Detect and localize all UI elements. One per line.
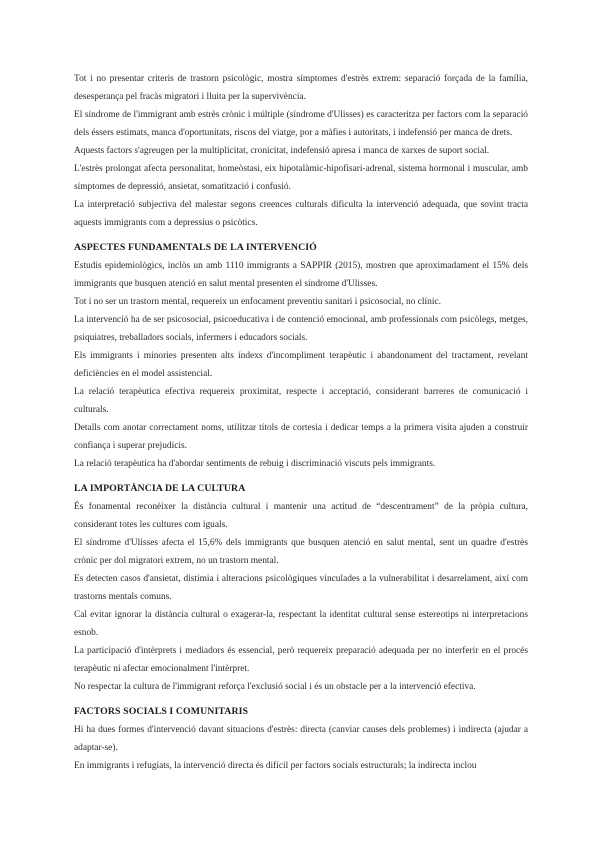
section1-paragraph-6: Detalls com anotar correctament noms, utilitzar títols de cortesia i dedicar temps a la primera visita ajuden a construir confiança i superar prejudicis.: [74, 423, 528, 451]
intro-paragraph-5: La interpretació subjectiva del malestar segons creences culturals dificulta la intervenció adequada, que sovint tracta aquests immigrants com a depressius o psicòtics.: [74, 200, 528, 228]
section2-paragraph-3: Es detecten casos d'ansietat, distímia i alteracions psicològiques vinculades a la vulnerabilitat i desarrelament, així com trastorns mentals comuns.: [74, 574, 528, 602]
section3-paragraph-1: Hi ha dues formes d'intervenció davant situacions d'estrès: directa (canviar causes dels problemes) i indirecta (ajudar a adaptar-se).: [74, 725, 528, 753]
section3-paragraph-2: En immigrants i refugiats, la intervenció directa és difícil per factors socials estructurals; la indirecta inclou: [74, 761, 477, 771]
section-heading-cultura: LA IMPORTÀNCIA DE LA CULTURA: [74, 483, 246, 494]
section2-paragraph-5: La participació d'intèrprets i mediadors és essencial, però requereix preparació adequada per no interferir en el procés terapèutic ni afectar emocionalment l'intèrpret.: [74, 646, 528, 674]
section2-paragraph-2: El síndrome d'Ulisses afecta el 15,6% dels immigrants que busquen atenció en salut mental, sent un quadre d'estrès crònic per dol migratori extrem, no un trastorn mental.: [74, 538, 528, 566]
document-page: [74, 70, 528, 775]
section2-paragraph-4: Cal evitar ignorar la distància cultural o exagerar-la, respectant la identitat cultural sense estereotips ni interpretacions esnob.: [74, 610, 528, 638]
intro-paragraph-3: Aquests factors s'agreugen per la multiplicitat, cronicitat, indefensió apresa i manca de xarxes de suport social.: [74, 146, 490, 156]
intro-paragraph-1: Tot i no presentar criteris de trastorn psicològic, mostra símptomes d'estrès extrem: separació forçada de la família, desesperança pel fracàs migratori i lluita per la supervivència.: [74, 74, 528, 102]
section-heading-factors-socials: FACTORS SOCIALS I COMUNITARIS: [74, 706, 249, 717]
section1-paragraph-1: Estudis epidemiològics, inclòs un amb 1110 immigrants a SAPPIR (2015), mostren que aproximadament el 15% dels immigrants que busquen atenció en salut mental presenten el síndrome d'Ulisses.: [74, 261, 528, 289]
intro-paragraph-2: El síndrome de l'immigrant amb estrès crònic i múltiple (síndrome d'Ulisses) es caracteritza per factors com la separació dels éssers estimats, manca d'oportunitats, riscos del viatge, por a màfies i autoritats, i indefensió per manca de drets.: [74, 110, 528, 138]
section1-paragraph-3: La intervenció ha de ser psicosocial, psicoeducativa i de contenció emocional, amb professionals com psicòlegs, metges, psiquiatres, treballadors socials, infermers i educadors socials.: [74, 315, 528, 343]
section1-paragraph-7: La relació terapèutica ha d'abordar sentiments de rebuig i discriminació viscuts pels immigrants.: [74, 459, 436, 469]
section1-paragraph-4: Els immigrants i minories presenten alts índexs d'incompliment terapèutic i abandonament del tractament, revelant deficiències en el model assistencial.: [74, 351, 528, 379]
section2-paragraph-1: És fonamental reconèixer la distància cultural i mantenir una actitud de “descentrament” de la pròpia cultura, considerant totes les cultures com iguals.: [74, 502, 528, 530]
section-heading-intervencio: ASPECTES FUNDAMENTALS DE LA INTERVENCIÓ: [74, 242, 317, 253]
section1-paragraph-5: La relació terapèutica efectiva requereix proximitat, respecte i acceptació, considerant barreres de comunicació i culturals.: [74, 387, 528, 415]
section2-paragraph-6: No respectar la cultura de l'immigrant reforça l'exclusió social i és un obstacle per a la intervenció efectiva.: [74, 682, 476, 692]
intro-paragraph-4: L'estrès prolongat afecta personalitat, homeòstasi, eix hipotalàmic-hipofisari-adrenal, sistema hormonal i muscular, amb símptomes de depressió, ansietat, somatització i confusió.: [74, 164, 528, 192]
section1-paragraph-2: Tot i no ser un trastorn mental, requereix un enfocament preventiu sanitari i psicosocial, no clínic.: [74, 297, 441, 307]
